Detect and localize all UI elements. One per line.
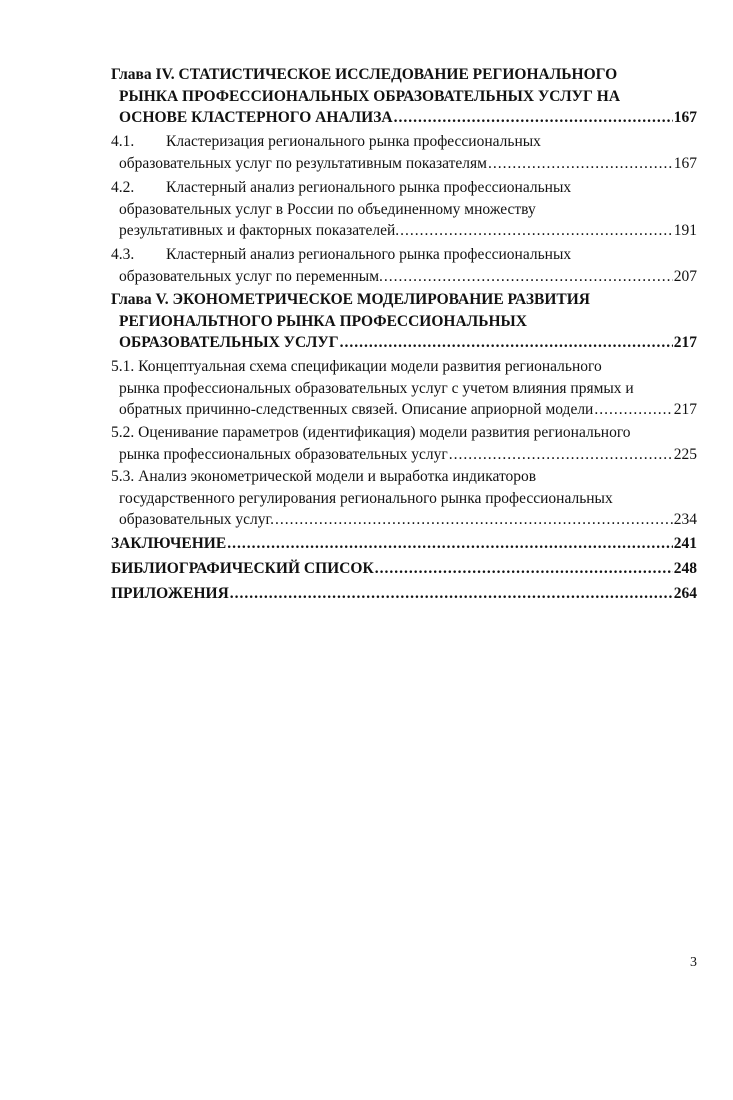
toc-section-number: 4.1. xyxy=(111,133,135,150)
dot-leader xyxy=(394,107,673,129)
toc-page-number: 225 xyxy=(673,445,697,463)
toc-line: государственного регулирования регионального рынка профессиональных xyxy=(119,489,613,507)
toc-page-number: 191 xyxy=(673,222,697,239)
toc-line-leader xyxy=(111,583,697,605)
toc-section-5-2[interactable] xyxy=(111,422,697,465)
dot-leader xyxy=(227,533,673,555)
toc-line: Кластерный анализ регионального рынка профессиональных xyxy=(166,246,572,263)
toc-chapter-4[interactable] xyxy=(111,64,697,129)
toc-line: РЕГИОНАЛЬТНОГО РЫНКА ПРОФЕССИОНАЛЬНЫХ xyxy=(119,312,527,330)
toc-line: рынка профессиональных образовательных услуг с учетом влияния прямых и xyxy=(119,379,634,397)
toc-chapter-5[interactable] xyxy=(111,289,697,354)
toc-section-4-1[interactable] xyxy=(111,131,697,174)
toc-line-leader xyxy=(111,509,697,531)
toc-line: БИБЛИОГРАФИЧЕСКИЙ СПИСОК xyxy=(111,560,374,577)
dot-leader xyxy=(488,153,673,175)
toc-page-number: 241 xyxy=(673,535,697,552)
toc-line: обратных причинно-следственных связей. Описание априорной модели xyxy=(119,401,594,418)
toc-line: ОБРАЗОВАТЕЛЬНЫХ УСЛУГ xyxy=(119,334,339,351)
toc-line: Глава IV. СТАТИСТИЧЕСКОЕ ИССЛЕДОВАНИЕ РЕГИОНАЛЬНОГО xyxy=(111,66,618,83)
toc-line-first xyxy=(111,177,697,199)
toc-line: ПРИЛОЖЕНИЯ xyxy=(111,585,229,602)
toc-appendices[interactable] xyxy=(111,583,697,605)
toc-section-5-1[interactable] xyxy=(111,356,697,421)
toc-line: образовательных услуг по результативным показателям xyxy=(119,154,487,172)
dot-leader xyxy=(594,399,672,421)
toc-line-leader xyxy=(111,533,697,555)
dot-leader xyxy=(340,332,673,354)
toc-line: образовательных услуг. xyxy=(119,511,275,528)
toc-page-number: 207 xyxy=(673,267,697,285)
toc-line-leader xyxy=(111,399,697,421)
toc-page-number: 167 xyxy=(673,109,697,126)
dot-leader xyxy=(400,220,673,242)
toc-line-leader xyxy=(111,220,697,242)
toc-section-4-2[interactable] xyxy=(111,177,697,242)
toc-line: 5.2. Оценивание параметров (идентификация) модели развития регионального xyxy=(111,424,631,441)
toc-line-leader xyxy=(111,332,697,354)
toc-line-leader xyxy=(111,153,697,175)
toc-line-first xyxy=(111,131,697,153)
page-number: 3 xyxy=(690,955,697,970)
dot-leader xyxy=(275,509,673,531)
toc-line: Глава V. ЭКОНОМЕТРИЧЕСКОЕ МОДЕЛИРОВАНИЕ РАЗВИТИЯ xyxy=(111,291,590,308)
dot-leader xyxy=(230,583,673,605)
dot-leader xyxy=(375,558,673,580)
toc-page-number: 248 xyxy=(673,560,697,577)
toc-line: ОСНОВЕ КЛАСТЕРНОГО АНАЛИЗА xyxy=(119,109,393,126)
toc-section-number: 4.2. xyxy=(111,179,135,196)
toc-line: образовательных услуг по переменным. xyxy=(119,267,383,285)
toc-line-first xyxy=(111,244,697,266)
toc-line: РЫНКА ПРОФЕССИОНАЛЬНЫХ ОБРАЗОВАТЕЛЬНЫХ УСЛУГ НА xyxy=(119,87,621,105)
toc-line-leader xyxy=(111,558,697,580)
toc-line: Кластеризация регионального рынка профессиональных xyxy=(166,133,541,150)
toc-line-leader xyxy=(111,107,697,129)
toc-line: образовательных услуг в России по объединенному множеству xyxy=(119,200,536,218)
toc-section-5-3[interactable] xyxy=(111,466,697,531)
toc-conclusion[interactable] xyxy=(111,533,697,555)
toc-line: результативных и факторных показателей. xyxy=(119,222,400,239)
toc-line: ЗАКЛЮЧЕНИЕ xyxy=(111,535,227,552)
toc-line-leader xyxy=(111,266,697,288)
toc-line-leader xyxy=(111,444,697,466)
toc-page-number: 217 xyxy=(673,401,697,418)
toc-bibliography[interactable] xyxy=(111,558,697,580)
toc-section-number: 4.3. xyxy=(111,246,135,263)
toc-page-number: 264 xyxy=(673,585,697,602)
toc-line: 5.1. Концептуальная схема спецификации модели развития регионального xyxy=(111,358,602,375)
toc-line: рынка профессиональных образовательных услуг xyxy=(119,445,448,463)
dot-leader xyxy=(384,266,673,288)
toc-line: Кластерный анализ регионального рынка профессиональных xyxy=(166,179,572,196)
toc-section-4-3[interactable] xyxy=(111,244,697,287)
toc-page-number: 234 xyxy=(673,511,697,528)
toc-page-number: 167 xyxy=(673,154,697,172)
toc-page-number: 217 xyxy=(673,334,697,351)
toc-line: 5.3. Анализ эконометрической модели и выработка индикаторов xyxy=(111,468,537,485)
dot-leader xyxy=(449,444,673,466)
